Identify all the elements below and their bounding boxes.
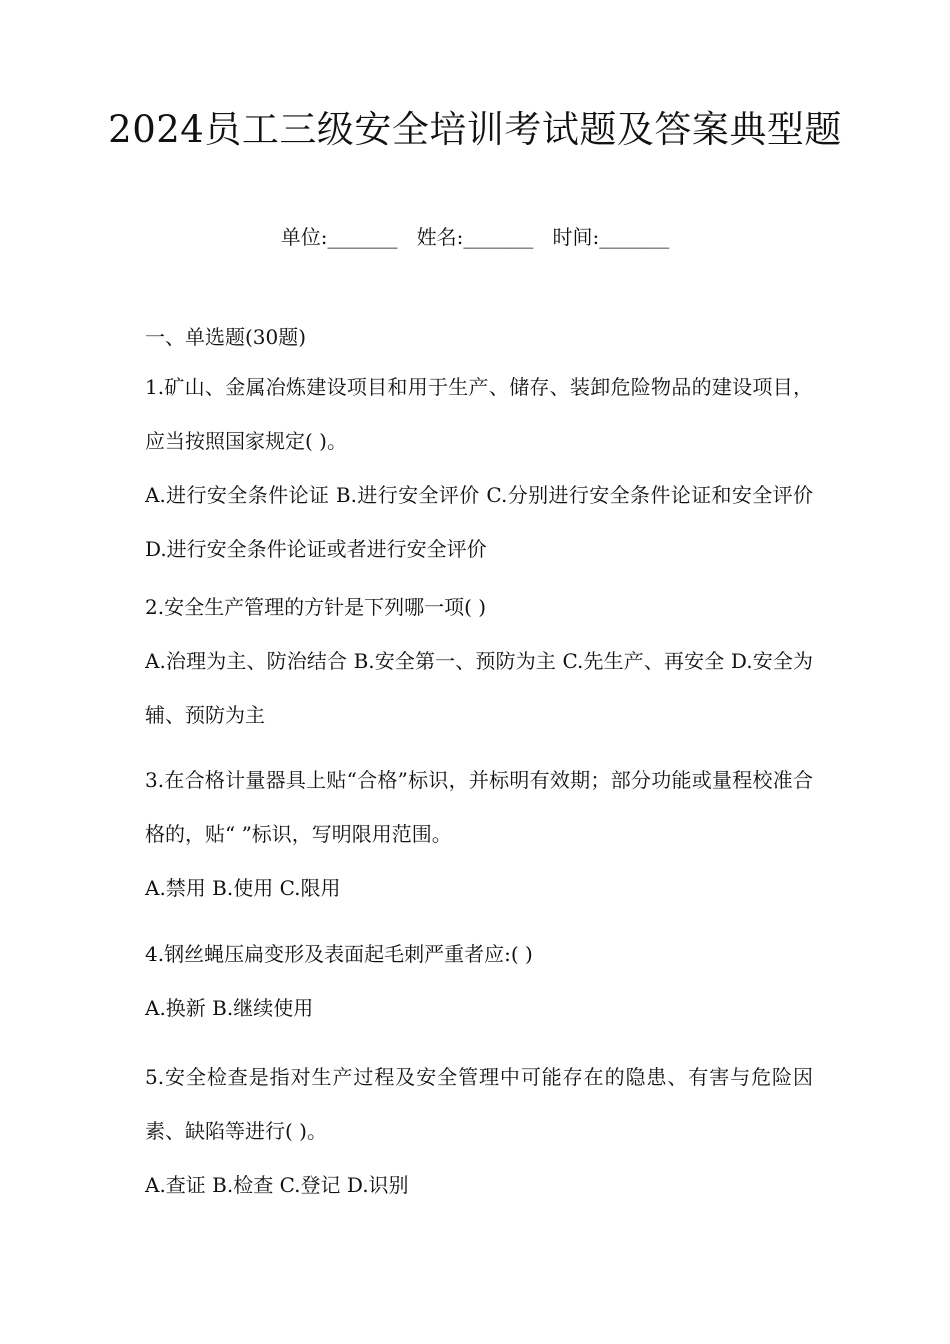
question-5 — [145, 1050, 813, 1212]
question-options: A.禁用 B.使用 C.限用 — [145, 876, 341, 900]
question-options: A.进行安全条件论证 B.进行安全评价 C.分别进行安全条件论证和安全评价 D.进行安全条件论证或者进行安全评价 — [145, 483, 813, 561]
question-text: 5.安全检查是指对生产过程及安全管理中可能存在的隐患、有害与危险因素、缺陷等进行( )。 — [145, 1065, 813, 1143]
question-2 — [145, 580, 813, 742]
unit-field-label: 单位:_______ — [280, 225, 398, 249]
question-text: 1.矿山、金属冶炼建设项目和用于生产、储存、装卸危险物品的建设项目，应当按照国家规定( )。 — [145, 375, 813, 453]
question-3 — [145, 753, 813, 915]
question-text: 2.安全生产管理的方针是下列哪一项( ) — [145, 595, 487, 619]
question-text: 4.钢丝蝇压扁变形及表面起毛刺严重者应:( ) — [145, 942, 533, 966]
time-field-label: 时间:_______ — [552, 225, 670, 249]
document-meta — [0, 222, 950, 252]
question-4 — [145, 927, 813, 1035]
section-heading: 一、单选题(30题) — [145, 325, 307, 349]
question-1 — [145, 360, 813, 576]
name-field-label: 姓名:_______ — [416, 225, 534, 249]
question-options: A.治理为主、防治结合 B.安全第一、预防为主 C.先生产、再安全 D.安全为辅、预防为主 — [145, 649, 813, 727]
question-text: 3.在合格计量器具上贴“合格”标识，并标明有效期；部分功能或量程校准合格的，贴“ ”标识，写明限用范围。 — [145, 768, 813, 846]
document-title: 2024员工三级安全培训考试题及答案典型题 — [108, 108, 842, 151]
question-options: A.换新 B.继续使用 — [145, 996, 314, 1020]
question-options: A.查证 B.检查 C.登记 D.识别 — [145, 1173, 409, 1197]
